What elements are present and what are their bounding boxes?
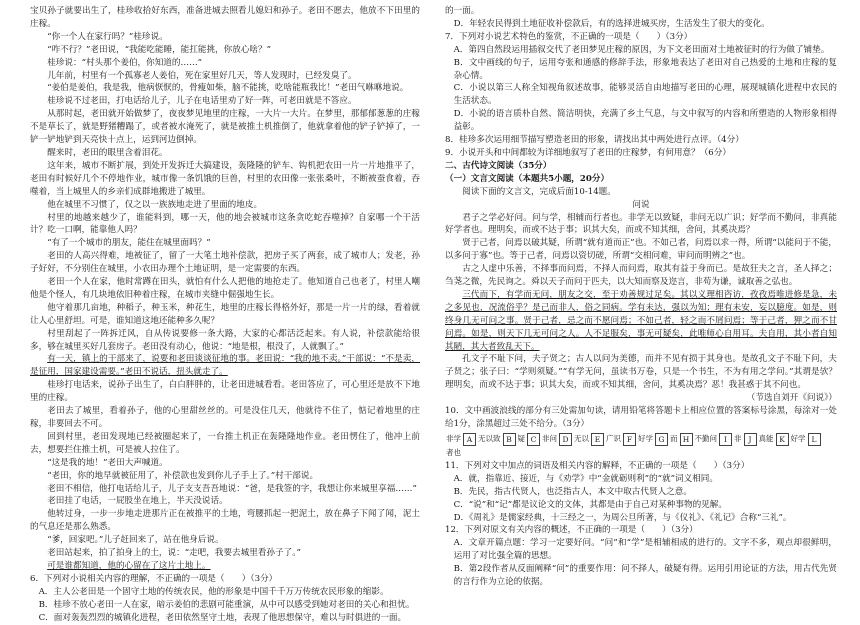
answer-box[interactable]: L	[808, 433, 821, 446]
answer-box[interactable]: D	[559, 433, 572, 446]
left.paras-paragraph: 桂珍打电话来，说孙子出生了，白白胖胖的，让老田进城看看。老田答应了，可心里还是放不下地里的庄稼。	[30, 380, 420, 404]
right.paras-paragraph: A．第四自然段运用插叙交代了老田梦见庄稼的原因，为下文老田面对土地被征时的行为做了铺垫。	[453, 44, 830, 55]
right.paras2-paragraph: D．《周礼》是儒家经典，十三经之一，为周公旦所著，与《仪礼》、《礼记》合称“三礼”。	[453, 512, 792, 523]
left.paras-paragraph: 有一天，镇上的干部来了，说要和老田谈谈征地的事。老田说：“我的地不卖。”干部说：“不是卖，是征用，国家建设需要。”老田不说话，扭头就走了。	[30, 354, 420, 378]
passage-fragment: 非	[734, 433, 742, 443]
left-column	[30, 5, 420, 623]
left.paras-paragraph: 儿年前，村里有一个孤寡老人姜伯，死在家里好几天，等人发现时，已经发臭了。	[47, 70, 357, 81]
left.paras-paragraph: 桂珍说不过老田，打电话给儿子，儿子在电话里劝了好一阵，可老田就是不答应。	[47, 96, 357, 107]
right.paras-paragraph: 贤于己者，问焉以破其疑，所谓“就有道而正”也。不如己者，问焉以求一得，所谓“以能问于不能，以多问于寡”也。等于己者，问焉以资切磋，所谓“交相问难，审问而明辨之”也。	[445, 238, 837, 262]
left.paras-paragraph: 桂珍说：“村头那个姜伯，你知道的……”	[47, 57, 203, 68]
sentence-break-boxes	[445, 433, 837, 458]
answer-box[interactable]: A	[463, 433, 476, 446]
left.paras-paragraph: 他守着那几亩地，种稻子，种玉米，种花生，地里的庄稼长得格外好，那是一片一片的绿，看着就让人心里舒坦。可是，谁知道这地还能种多久呢？	[30, 302, 420, 326]
left.paras-paragraph: 从那时起，老田就开始做梦了，夜夜梦见地里的庄稼，一大片一大片。在梦里，那郁郁葱葱的庄稼不是草长了，就是野猪糟蹋了，或者被水淹死了，就是被推土机推倒了，他就拿着他的铲子铲掉了，一铲一铲地铲到天亮快十点上，运到河边倒掉。	[30, 109, 420, 146]
left.paras-paragraph: “姜伯是姜伯，我是我，他病恹恹的，骨瘦如柴，脑不能挑，吃啥能瓶我比！”老田气咻咻地说。	[47, 83, 409, 94]
left.paras-paragraph: “这是我的地！”老田大声喊道。	[47, 457, 168, 468]
left.paras-paragraph: 村里刮起了一阵拆迁风，自从传说要修一条大路，大家的心都活泛起来。有人说，补偿款能给很多，够在城里买好几套房子。老田没有动心，他说：“地是根，根没了，人就飘了。”	[30, 328, 420, 352]
passage-fragment: 非学	[446, 433, 461, 443]
right.paras-paragraph: 10．文中画波浪线的部分有三处需加句读，请用铅笔将答题卡上相应位置的答案标号涂黑，每涂对一处给1分，涂黑超过三处不给分。（3分）	[445, 406, 837, 429]
left.paras-paragraph: 老田一个人在家，他时常蹲在田头，就怕有什么人把他的地抢走了。他知道自己也老了，村里人嘲他是个怪人，有几块地依旧种着庄稼，在城市夹缝中倔强地生长。	[30, 277, 420, 300]
right.paras-paragraph: C．小说以第三人称全知视角叙述故事，能够灵活自由地描写老田的心理，展现城镇化进程中农民的生活状态。	[453, 83, 837, 107]
right.paras2-paragraph: A．文章开篇点题：学习一定要好问。“问”和“学”是相辅相成的进行的。文字不多，观点却很鲜明，运用了对比强全篇的思想。	[453, 538, 837, 562]
left.paras-paragraph: 醒来时，老田的眼里含着泪花。	[47, 147, 168, 158]
right.paras-paragraph: 古之人虚中乐善，不择事而问焉，不择人而问焉，取其有益于身而已。是故狂夫之言，圣人择之；刍荛之微，先民询之。舜以天子而问于匹夫，以大知而察及迩言，非苟为谦，诚取善之弘也。	[445, 264, 837, 288]
right.paras-paragraph: 问说	[632, 199, 650, 210]
left.paras-paragraph: “你一个人在家行吗？”桂珍说。	[47, 31, 168, 42]
left.paras-paragraph: 老田挂了电话，一屁股坐在地上，半天没说话。	[47, 496, 228, 507]
answer-box[interactable]: J	[744, 433, 757, 446]
left.paras-paragraph: B．桂珍不放心老田一人在家，暗示姜伯的悲剧可能重演，从中可以感受到她对老田的关心和担忧。	[38, 599, 415, 610]
passage-fragment: 疑	[517, 433, 525, 443]
answer-box[interactable]: I	[719, 433, 732, 446]
right.paras-paragraph: D．小说的语言质朴自然、简洁明快，充满了乡土气息，与文中叙写的内容和所塑造的人物形象相得益彰。	[453, 109, 837, 133]
left.paras-paragraph: 可是谁都知道，他的心留在了这片土地上。	[47, 560, 211, 571]
passage-fragment: 而	[670, 433, 678, 443]
left.paras-paragraph: 回到村里，老田发现地已经被圈起来了，一台推土机正在轰隆隆地作业。老田愣住了，他冲上前去，想要拦住推土机，可是被人拉住了。	[30, 431, 420, 455]
left.paras-paragraph: A．主人公老田是一个固守土地的传统农民，他的形象是中国千千万万传统农民形象的缩影。	[38, 586, 389, 597]
passage-fragment: 无以致	[478, 433, 501, 443]
passage-fragment: 非问	[542, 433, 557, 443]
right.paras-paragraph: B．文中画线的句子，运用夸张和通感的修辞手法，形象地表达了老田对自己热爱的土地和庄稼的复杂心情。	[453, 57, 837, 81]
answer-box[interactable]: C	[527, 433, 540, 446]
left.paras-paragraph: 老田站起来，拍了拍身上的土，说：“走吧，我要去城里看孙子了。”	[47, 548, 301, 559]
left.paras-paragraph: 他在城里不习惯了，仅之以一族族地走进了里面的地皮。	[47, 199, 263, 210]
right.paras-paragraph: 的一面。	[445, 6, 480, 16]
answer-box[interactable]: G	[655, 433, 668, 446]
right.paras2-paragraph: 11．下列对文中加点的词语及相关内容的解释，不正确的一项是（ ）（3分）	[445, 460, 750, 471]
right-column	[445, 5, 837, 603]
left.paras-paragraph: “老田，你的地早就被征用了，补偿款也发到你儿子手上了。”村干部说。	[47, 470, 319, 481]
left.paras-paragraph: 老田不相信，他打电话给儿子，儿子支支吾吾地说：“爸，是我签的字，我想让你来城里享福……”	[47, 483, 417, 494]
right.paras2-paragraph: 12．下列对原文有关内容的概述，不正确的一项是（ ）（3分）	[445, 525, 698, 536]
left.paras-paragraph: “咋不行？”老田说，“我能吃能睡，能扛能挑，你放心啥？”	[47, 44, 272, 55]
left.paras-paragraph: 老田的人高兴得难，地被征了，留了一大笔土地补偿款，把房子买了两套，成了城市人；发老，孙子好好，不分别住在城里，小农田办理个土地证明，是一定需要的东西。	[30, 251, 420, 275]
left.paras-paragraph: 这年来，城市不断扩展，到处开发拆迁大搞建设，轰隆隆的铲车、钩机把农田一片一片地推平了，老田有时候好几个不停地作业，城市像一条饥饿的巨兽，村里的农田像一张张桑叶，不断被蚕食着，吞噬着，当上城里人的乡亲们成群地搬进了城里。	[30, 160, 420, 197]
right.paras-paragraph: 二、古代诗文阅读（35分）	[445, 160, 552, 171]
right.paras2-paragraph: A．就，指靠近、接近，与《劝学》中“金就砺则利”的“就”词义相同。	[453, 473, 718, 484]
right.paras2-paragraph: B．先民，指古代贤人，也泛指古人，本文中取古代贤人之意。	[453, 486, 692, 497]
passage-fragment: 者也	[446, 447, 461, 457]
left.paras-paragraph: 宝贝孙子就要出生了，桂珍收拾好东西，准备进城去照看儿媳妇和孙子。老田不愿去，他放不下田里的庄稼。	[30, 6, 420, 29]
right.paras-paragraph: 三代而下，有学而无问，朋友之交，至于劝善规过足矣。其以义理相咨访，孜孜焉唯进修是急，未之多见也，况流俗乎？是己而非人，俗之同病。学有未达，强以为知；理有未安，妄以臆度。如是，则终身几无可问之事。贤于己者，忌之而不愿问焉；不如己者，轻之而不屑问焉；等于己者，狎之而不甘问焉。如是，则天下几无可问之人。人不足服矣，事无可疑矣，此唯师心自用耳。夫自用，其小者自知其陋，其大者致乱天下。	[445, 289, 837, 352]
left.paras-paragraph: “有了一个城市的朋友，能住在城里面吗？”	[47, 238, 211, 249]
left.paras-paragraph: 村里的地越来越少了，谁能料到，哪一天，他的地会被城市这条贪吃蛇吞噬掉？自家哪一个干活计？吃一口啊，能靠他人吗？	[30, 212, 420, 236]
passage-fragment: 好学	[790, 433, 806, 443]
answer-box[interactable]: E	[591, 433, 604, 446]
right.paras-paragraph: 9．小说开头和中间都较为详细地叙写了老田的庄稼梦，有何用意？（6分）	[445, 147, 731, 158]
left.paras-paragraph: 他转过身，一步一步地走进那片正在被推平的土地，弯腰抓起一把泥土，放在鼻子下闻了闻，泥土的气息还是那么熟悉。	[30, 509, 420, 533]
left.paras-paragraph: C．面对轰轰烈烈的城镇化进程，老田依然坚守土地，表现了他思想保守，难以与时俱进的一面。	[38, 612, 407, 623]
right.paras-paragraph: （节选自刘开《问说》）	[746, 393, 837, 404]
right.paras-paragraph: 8．桂珍多次运用细节描写塑造老田的形象，请找出其中两处进行点评。（4分）	[445, 135, 744, 146]
passage-fragment: 广识	[606, 433, 621, 443]
answer-box[interactable]: K	[776, 433, 789, 446]
passage-fragment: 真能	[758, 433, 774, 443]
left.paras-paragraph: “爹，回家吧。”儿子赶回来了，站在他身后说。	[47, 535, 224, 546]
right.paras-paragraph: 7．下列对小说艺术特色的鉴赏，不正确的一项是（ ）（3分）	[445, 31, 693, 42]
answer-box[interactable]: H	[680, 433, 693, 446]
right.paras-paragraph: 阅读下面的文言文，完成后面10-14题。	[462, 186, 616, 197]
right.paras2-paragraph: C．“说”和“记”都是议论文的文体，其都是由于自己对某种事物的见解。	[453, 499, 727, 510]
passage-fragment: 无以	[574, 433, 589, 443]
right.paras-paragraph: D．年轻农民得到土地征收补偿款后，有的选择进城买房，生活发生了很大的变化。	[453, 18, 770, 29]
answer-box[interactable]: F	[623, 433, 636, 446]
left.paras-paragraph: 6．下列对小说相关内容的理解，不正确的一项是（ ）（3分）	[30, 573, 278, 584]
right.paras2-paragraph: B．第2段作者从反面阐释“问”的重要作用：问不择人，破疑有得。运用引用论证的方法，用古代先贤的言行作为立论的依据。	[453, 564, 837, 588]
passage-fragment: 不勤问	[694, 433, 717, 443]
left.paras-paragraph: 老田去了城里，看着孙子，他的心里甜丝丝的。可是没住几天，他就待不住了，惦记着地里的庄稼，非要回去不可。	[30, 406, 420, 429]
answer-box[interactable]: B	[503, 433, 516, 446]
passage-fragment: 好学	[638, 433, 653, 443]
right.paras-paragraph: （一）文言文阅读（本题共5小题，20分）	[445, 173, 610, 184]
right.paras-paragraph: 君子之学必好问。问与学，相辅而行者也。非学无以致疑，非问无以广识；好学而不勤问，非真能好学者也。理明矣，而或不达于事；识其大矣，而或不知其细，舍问，其奚决焉？	[445, 212, 837, 236]
right.paras-paragraph: 孔文子不耻下问，夫子贤之；古人以问为美德，而并不见有损于其身也。是故孔文子不耻下问，夫子贤之；张子曰：“学则须疑。”“有学无问，虽读书万卷，只是一个书生，不为有用之学问。”其谓是欤？理明矣，而或不达于事；识其大矣，而或不知其细，舍问，其奚决焉？恶！我甚惑于其不问也。	[445, 354, 837, 391]
